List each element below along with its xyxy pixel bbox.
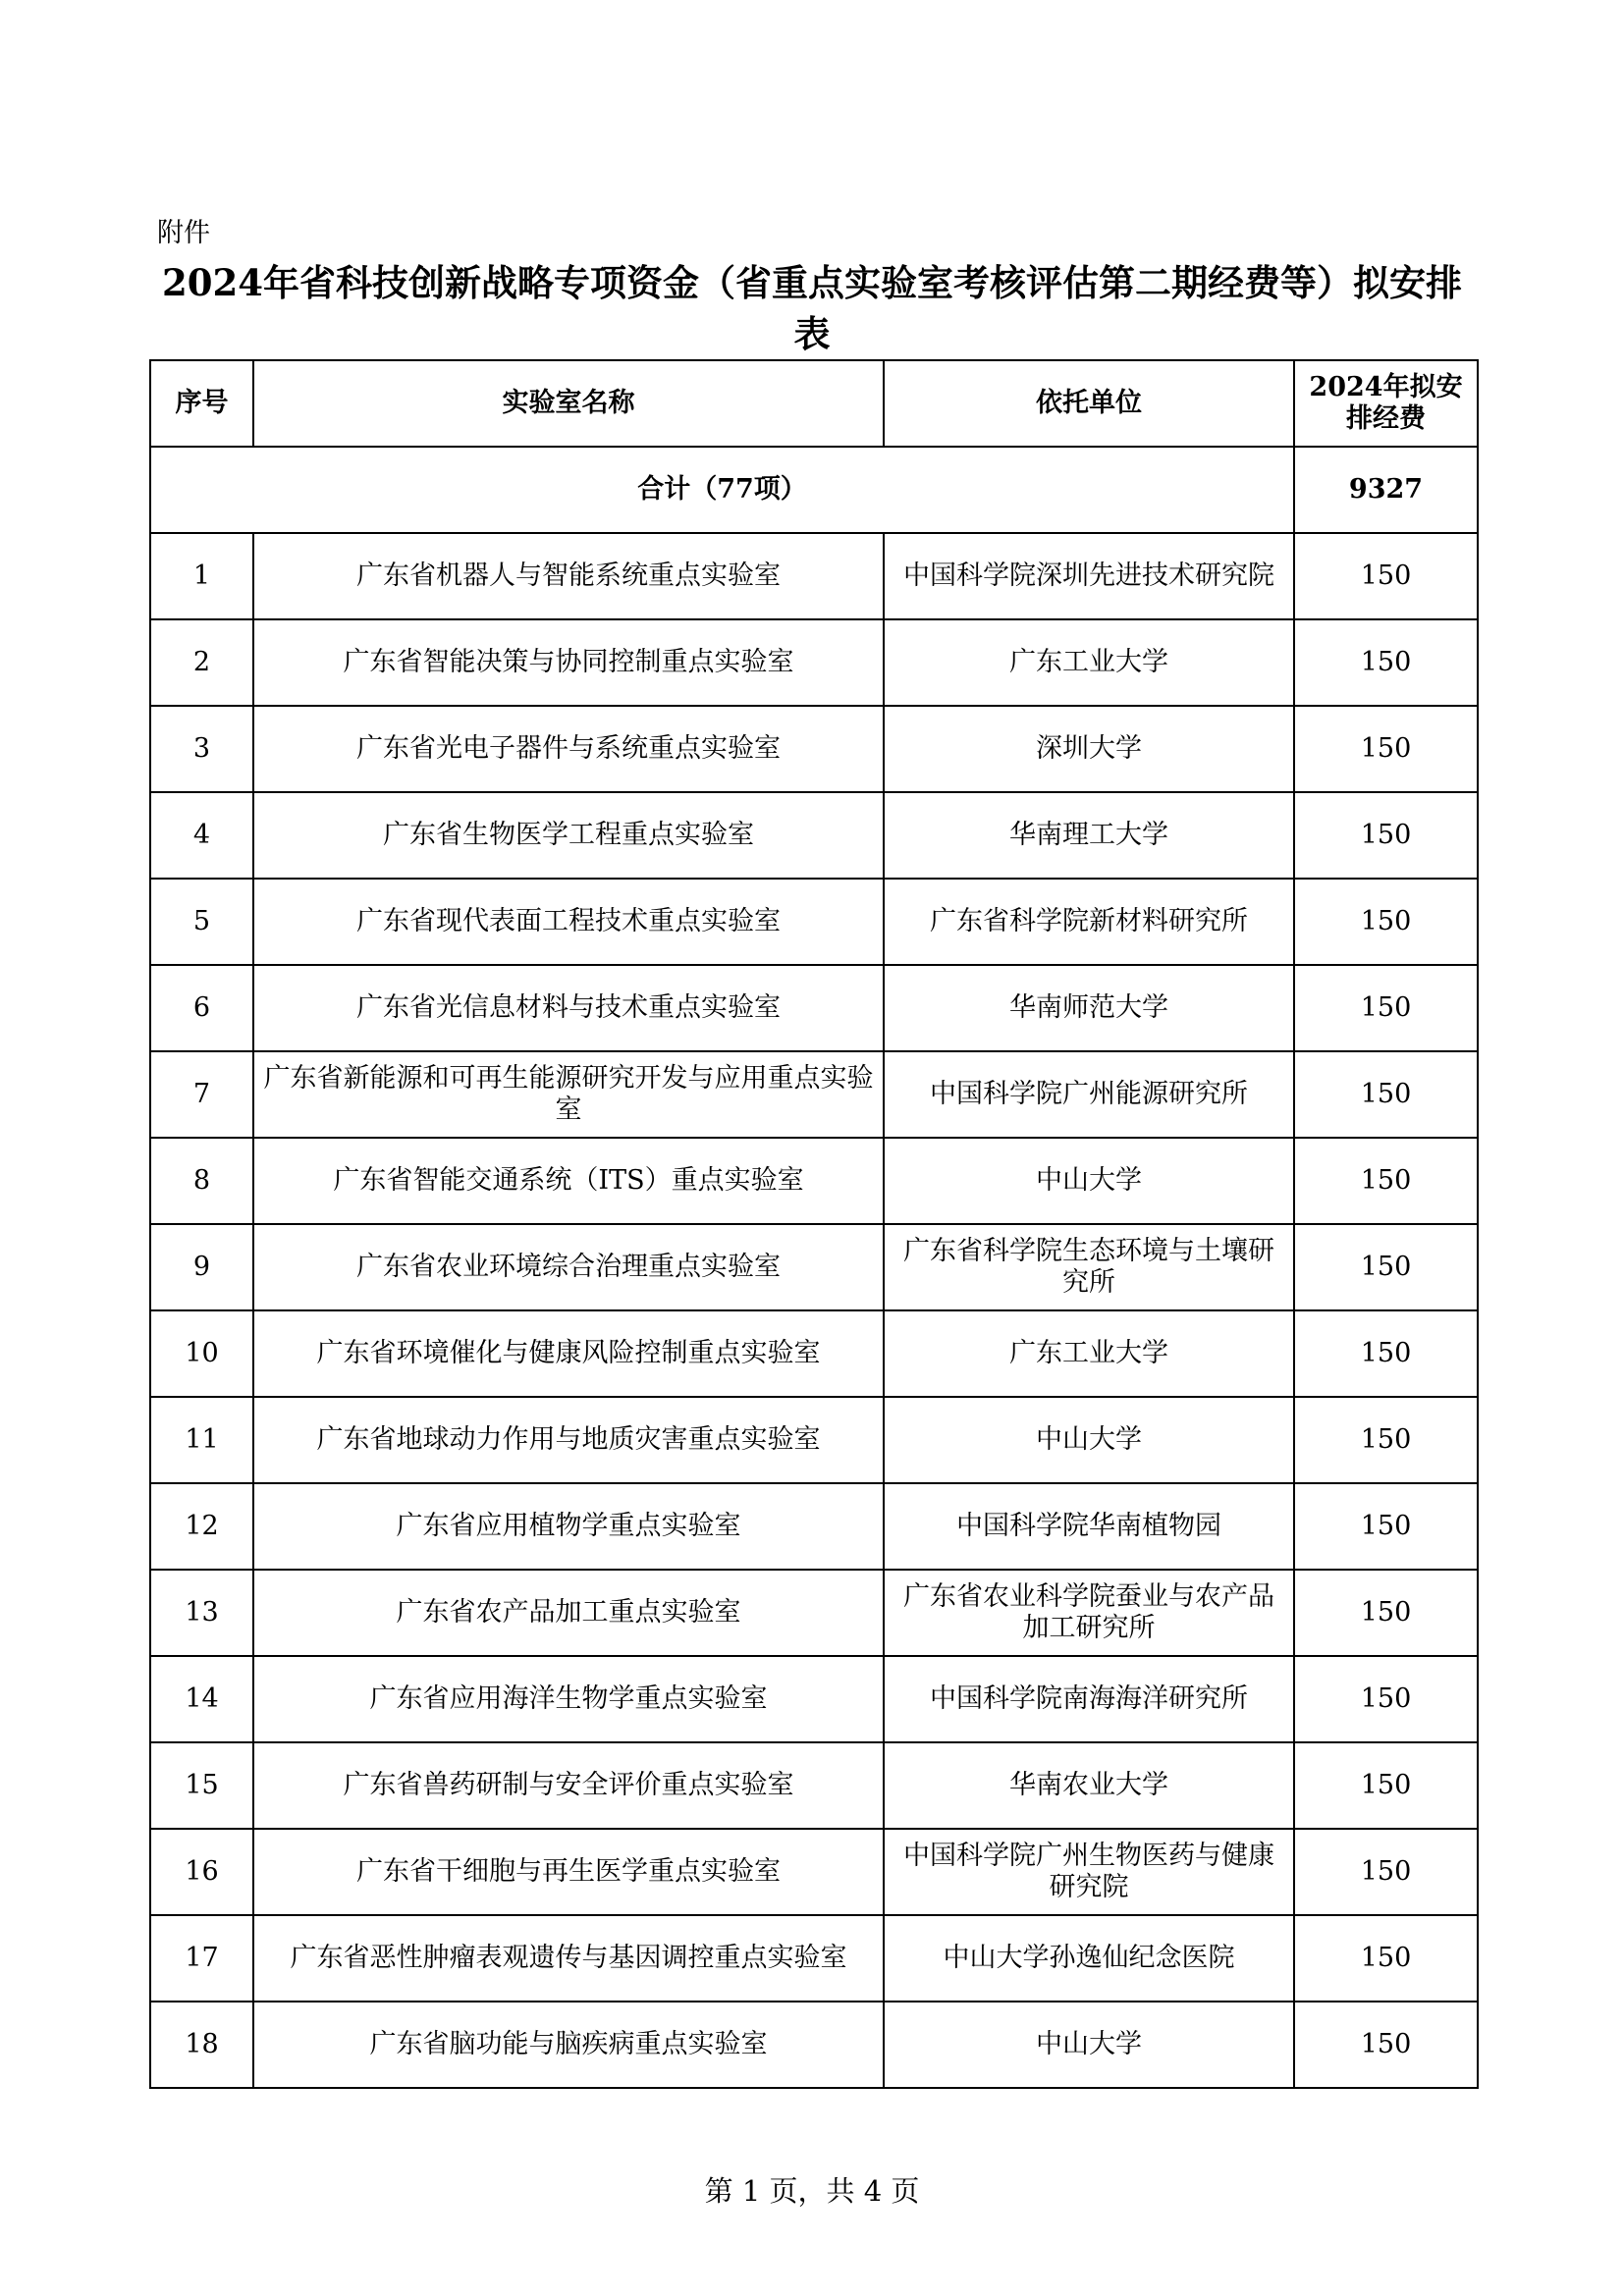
row-lab-name: 广东省环境催化与健康风险控制重点实验室 [253, 1310, 884, 1397]
row-lab-name: 广东省恶性肿瘤表观遗传与基因调控重点实验室 [253, 1915, 884, 2002]
table-row [150, 1224, 1478, 1310]
row-unit: 华南理工大学 [884, 792, 1294, 879]
row-no: 17 [150, 1915, 253, 2002]
row-unit: 华南师范大学 [884, 965, 1294, 1051]
row-lab-name: 广东省应用海洋生物学重点实验室 [253, 1656, 884, 1742]
row-lab-name: 广东省机器人与智能系统重点实验室 [253, 533, 884, 619]
table-row [150, 1915, 1478, 2002]
row-unit: 中国科学院广州生物医药与健康研究院 [884, 1829, 1294, 1915]
row-no: 1 [150, 533, 253, 619]
row-no: 7 [150, 1051, 253, 1138]
row-no: 5 [150, 879, 253, 965]
row-lab-name: 广东省智能交通系统（ITS）重点实验室 [253, 1138, 884, 1224]
row-amount: 150 [1294, 2002, 1478, 2088]
row-lab-name: 广东省农业环境综合治理重点实验室 [253, 1224, 884, 1310]
row-no: 16 [150, 1829, 253, 1915]
header-lab-name: 实验室名称 [253, 360, 884, 447]
table-row [150, 619, 1478, 706]
row-no: 8 [150, 1138, 253, 1224]
table-row [150, 533, 1478, 619]
row-unit: 广东工业大学 [884, 619, 1294, 706]
row-no: 10 [150, 1310, 253, 1397]
table-header-row [150, 360, 1478, 447]
row-lab-name: 广东省脑功能与脑疾病重点实验室 [253, 2002, 884, 2088]
row-no: 13 [150, 1570, 253, 1656]
row-unit: 中国科学院华南植物园 [884, 1483, 1294, 1570]
row-amount: 150 [1294, 1310, 1478, 1397]
table-row [150, 1310, 1478, 1397]
table-row [150, 1656, 1478, 1742]
row-unit: 中山大学 [884, 1397, 1294, 1483]
row-no: 18 [150, 2002, 253, 2088]
row-lab-name: 广东省光信息材料与技术重点实验室 [253, 965, 884, 1051]
row-amount: 150 [1294, 1656, 1478, 1742]
row-lab-name: 广东省干细胞与再生医学重点实验室 [253, 1829, 884, 1915]
row-amount: 150 [1294, 1138, 1478, 1224]
row-no: 9 [150, 1224, 253, 1310]
row-amount: 150 [1294, 1570, 1478, 1656]
table-row [150, 2002, 1478, 2088]
table-row [150, 1483, 1478, 1570]
attachment-label: 附件 [157, 218, 210, 248]
row-unit: 中国科学院广州能源研究所 [884, 1051, 1294, 1138]
row-no: 11 [150, 1397, 253, 1483]
row-no: 2 [150, 619, 253, 706]
row-lab-name: 广东省新能源和可再生能源研究开发与应用重点实验室 [253, 1051, 884, 1138]
row-lab-name: 广东省兽药研制与安全评价重点实验室 [253, 1742, 884, 1829]
header-amount: 2024年拟安排经费 [1294, 360, 1478, 447]
row-unit: 广东工业大学 [884, 1310, 1294, 1397]
row-amount: 150 [1294, 792, 1478, 879]
table-row [150, 706, 1478, 792]
header-unit: 依托单位 [884, 360, 1294, 447]
row-amount: 150 [1294, 706, 1478, 792]
row-lab-name: 广东省智能决策与协同控制重点实验室 [253, 619, 884, 706]
page-title: 2024年省科技创新战略专项资金（省重点实验室考核评估第二期经费等）拟安排表 [162, 261, 1462, 355]
row-amount: 150 [1294, 619, 1478, 706]
row-lab-name: 广东省应用植物学重点实验室 [253, 1483, 884, 1570]
table-row [150, 965, 1478, 1051]
table-row [150, 1570, 1478, 1656]
row-lab-name: 广东省生物医学工程重点实验室 [253, 792, 884, 879]
row-no: 14 [150, 1656, 253, 1742]
row-amount: 150 [1294, 879, 1478, 965]
page-footer: 第 1 页，共 4 页 [704, 2174, 920, 2208]
row-amount: 150 [1294, 1224, 1478, 1310]
table-row [150, 792, 1478, 879]
total-amount: 9327 [1294, 447, 1478, 533]
table-row [150, 1742, 1478, 1829]
row-unit: 中国科学院深圳先进技术研究院 [884, 533, 1294, 619]
row-unit: 中山大学 [884, 2002, 1294, 2088]
row-unit: 华南农业大学 [884, 1742, 1294, 1829]
row-unit: 深圳大学 [884, 706, 1294, 792]
row-unit: 广东省科学院新材料研究所 [884, 879, 1294, 965]
row-lab-name: 广东省地球动力作用与地质灾害重点实验室 [253, 1397, 884, 1483]
row-no: 15 [150, 1742, 253, 1829]
table-row [150, 1051, 1478, 1138]
row-lab-name: 广东省现代表面工程技术重点实验室 [253, 879, 884, 965]
total-row [150, 447, 1478, 533]
total-label: 合计（77项） [150, 447, 1294, 533]
row-no: 3 [150, 706, 253, 792]
row-amount: 150 [1294, 1051, 1478, 1138]
row-unit: 中山大学 [884, 1138, 1294, 1224]
row-lab-name: 广东省农产品加工重点实验室 [253, 1570, 884, 1656]
row-amount: 150 [1294, 965, 1478, 1051]
row-unit: 广东省科学院生态环境与土壤研究所 [884, 1224, 1294, 1310]
row-amount: 150 [1294, 1483, 1478, 1570]
row-no: 6 [150, 965, 253, 1051]
row-unit: 中国科学院南海海洋研究所 [884, 1656, 1294, 1742]
table-row [150, 1397, 1478, 1483]
row-no: 12 [150, 1483, 253, 1570]
table-row [150, 879, 1478, 965]
row-unit: 中山大学孙逸仙纪念医院 [884, 1915, 1294, 2002]
row-lab-name: 广东省光电子器件与系统重点实验室 [253, 706, 884, 792]
header-no: 序号 [150, 360, 253, 447]
funding-table [149, 359, 1479, 2089]
row-amount: 150 [1294, 1742, 1478, 1829]
table-row [150, 1829, 1478, 1915]
row-amount: 150 [1294, 1829, 1478, 1915]
table-row [150, 1138, 1478, 1224]
row-amount: 150 [1294, 1397, 1478, 1483]
row-amount: 150 [1294, 1915, 1478, 2002]
row-no: 4 [150, 792, 253, 879]
row-unit: 广东省农业科学院蚕业与农产品加工研究所 [884, 1570, 1294, 1656]
row-amount: 150 [1294, 533, 1478, 619]
